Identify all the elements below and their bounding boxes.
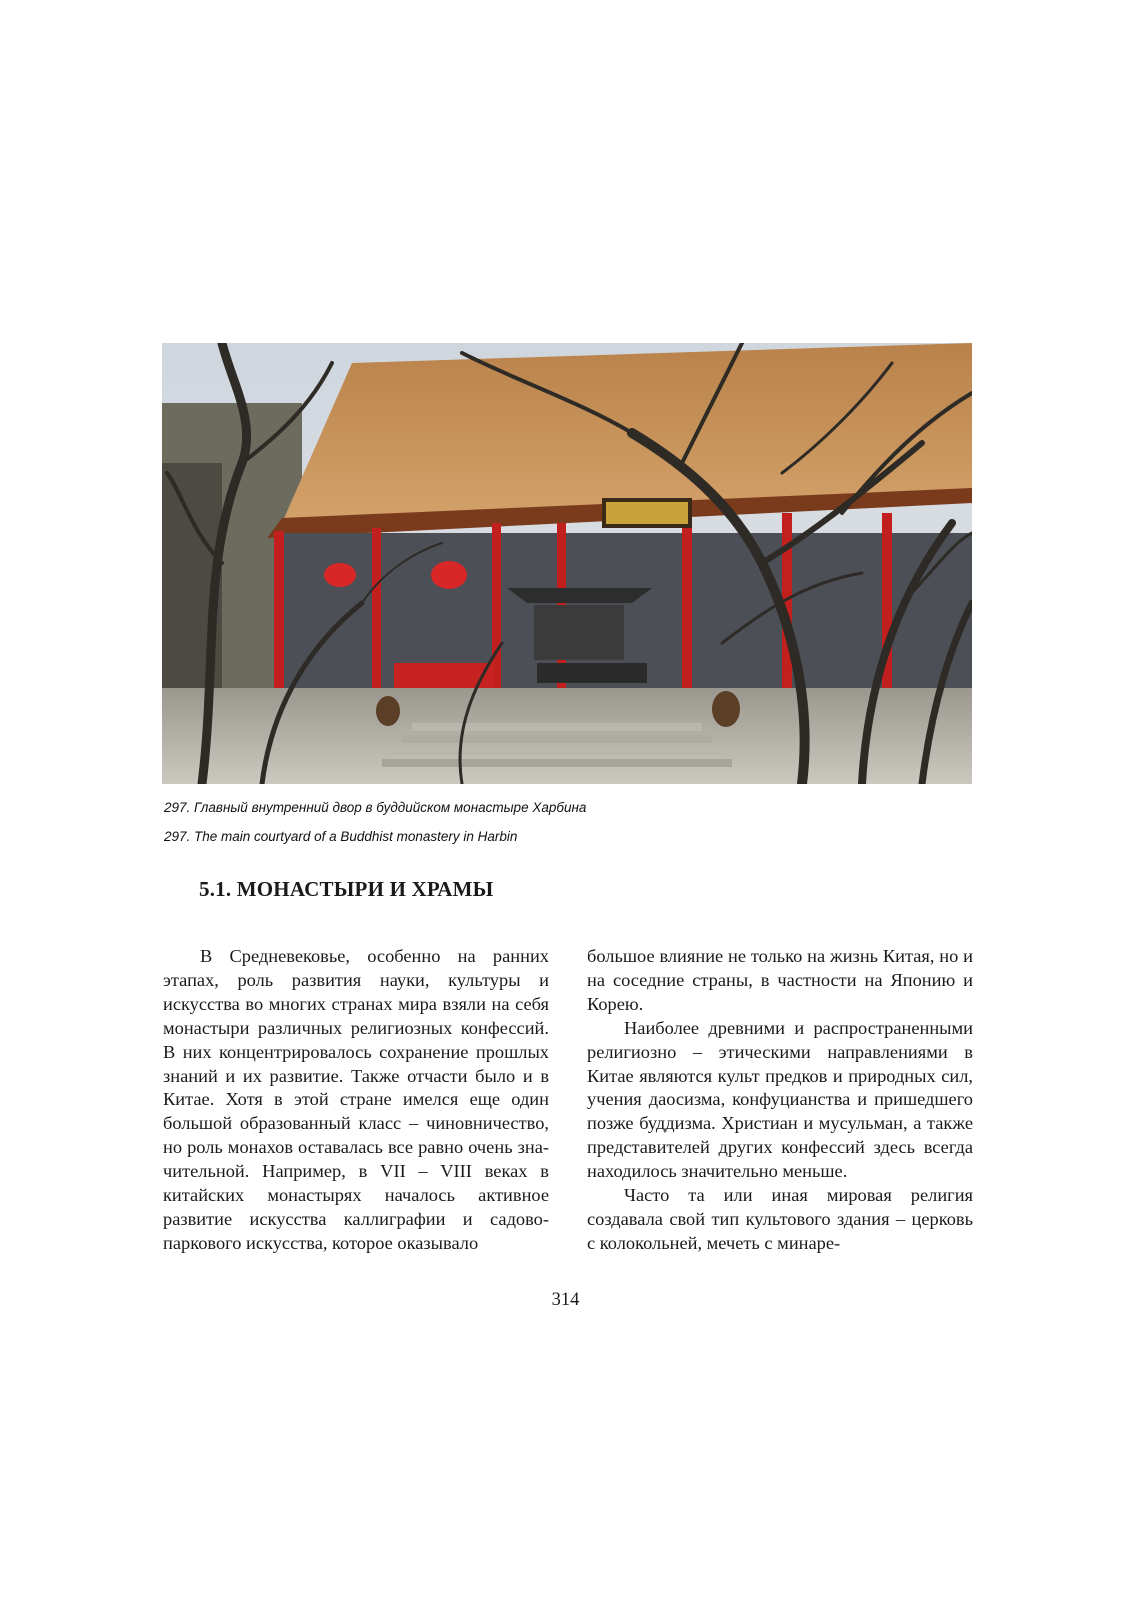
text-column-right xyxy=(587,945,973,1256)
monastery-courtyard-photo xyxy=(162,343,972,784)
figure-caption-russian: 297. Главный внутренний двор в буддийском монастыре Харбина xyxy=(164,800,587,815)
figure-caption-english: 297. The main courtyard of a Buddhist monastery in Harbin xyxy=(164,829,518,844)
paragraph-continuation: большое влияние не только на жизнь Китая, но и на соседние страны, в частности на Японию и Корею. xyxy=(587,946,973,1014)
monastery-photo-illustration xyxy=(162,343,972,784)
paragraph: Наиболее древними и распространенными религиозно – этическими направлениями в Китае являются культ предков и природных сил, учения даосизма, конфуцианства и пришедшего позже буддизма. Христиан и мусульман, а также представителей других конфессий здесь всегда находилось значительно меньше. xyxy=(587,1017,973,1182)
page-number: 314 xyxy=(551,1290,580,1310)
paragraph: Часто та или иная мировая религия создавала свой тип культового здания – церковь с колокольней, мечеть с минаре- xyxy=(587,1185,973,1253)
text-column-left xyxy=(163,945,549,1256)
section-heading: 5.1. МОНАСТЫРИ И ХРАМЫ xyxy=(199,877,494,901)
paragraph: В Средневековье, особенно на ранних этапах, роль развития науки, культуры и искусства во многих странах мира взяли на себя монастыри различных религиозных конфессий. В них концентрировалось сохранение прошлых знаний и их развитие. Также отчасти было и в Китае. Хотя в этой стране имелся еще один большой образованный класс – чиновничество, но роль монахов оставалась все равно очень значительной. Например, в VII – VIII веках в китайских монастырях началось активное развитие искусства каллиграфии и садовопаркового искусства, которое оказывало xyxy=(163,946,549,1253)
